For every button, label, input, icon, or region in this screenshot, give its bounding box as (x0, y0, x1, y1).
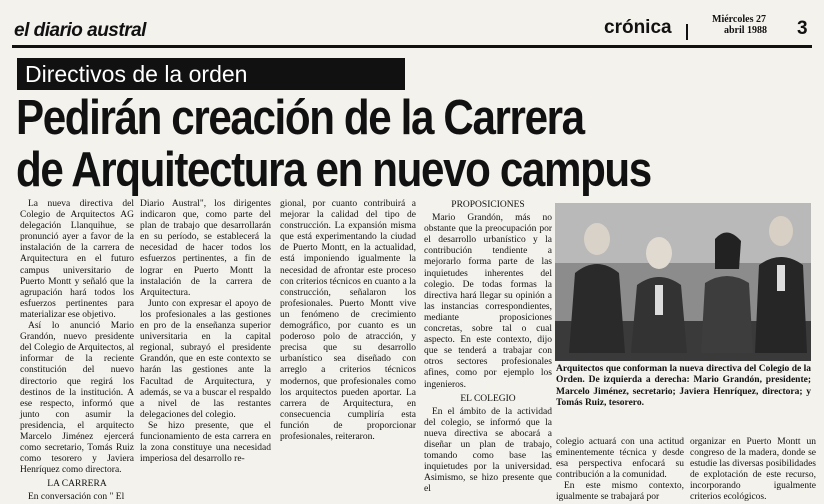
paragraph: Junto con expresar el apoyo de los profesionales a las gestiones en pro de la enseñanza superior universitaria en la capital regional, subrayó el presidente Grandón, que en este contexto se harán las gestiones ante la Facultad de Arquitectura, y además, se va a buscar el respaldo a nivel de las restantes delegaciones del colegio. (140, 298, 271, 420)
paragraph: En este mismo contexto, igualmente se trabajará por (556, 481, 684, 503)
article-column-5 (556, 437, 684, 503)
group-photo-illustration (555, 203, 811, 361)
paragraph: colegio actuará con una actitud eminentemente técnica y desde esa perspectiva enfocará su contribución a la comunidad. (556, 437, 684, 481)
masthead-rule (12, 45, 812, 48)
article-column-1 (20, 199, 134, 503)
photo-caption: Arquitectos que conforman la nueva directiva del Colegio de la Orden. De izquierda a derecha: Mario Grandón, presidente; Marcelo Jiménez, secretario; Javiera Henríquez, directora; y Tomás Ruiz, tesorero. (556, 364, 811, 408)
subheading-proposiciones: PROPOSICIONES (451, 200, 525, 210)
paragraph: Así lo anunció Mario Grandón, nuevo presidente del Colegio de Arquitectos, al informar de la reciente constitución del nuevo directorio que regirá los destinos de la institución. A ese respecto, informó que junto con asumir la presidencia, el arquitecto Marcelo Jiménez ejercerá como secretario, Tomás Ruiz como tesorero y Javiera Henríquez como directora. (20, 321, 134, 476)
paragraph: En el ámbito de la actividad del colegio, se informó que la nueva directiva se abocará a diseñar un plan de trabajo, tomando como base las inquietudes por la universidad. Asimismo, se hizo presente que el (424, 406, 552, 495)
paragraph: organizar en Puerto Montt un congreso de la madera, donde se estudie las diversas posibilidades de explotación de este recurso, incorporando igualmente criterios ecológicos. (690, 437, 816, 503)
paragraph: Mario Grandón, más no obstante que la preocupación por el desarrollo urbanístico y la contribución tendiente a mejorarlo forma parte de las inquietudes inherentes del colegio. De todas formas la directiva hará llegar su opinión a las instancias correspondientes, mediante proposiciones concretas, sobre tal o cual aspecto. En este contexto, dijo que se tenderá a trabajar con otros sectores profesionales afines, como por ejemplo los ingenieros. (424, 213, 552, 390)
headline-line-2: de Arquitectura en nuevo campus (16, 143, 651, 197)
group-photo (555, 203, 811, 361)
article-column-2 (140, 199, 271, 487)
newspaper-masthead: el diario austral (14, 20, 146, 41)
page-number: 3 (797, 18, 808, 39)
kicker-banner: Directivos de la orden (17, 58, 405, 90)
article-column-4 (424, 200, 552, 495)
subheading-la-carrera: LA CARRERA (47, 479, 107, 490)
paragraph: La nueva directiva del Colegio de Arquitectos AG delegación Llanquihue, se pronunció ayer a favor de la instalación de la carrera de Arquitectura en el futuro campus universitario de Puerto Montt y señaló que la agrupación hará todos los esfuerzos pertinentes para materializar ese objetivo. (20, 199, 134, 320)
paragraph: Se hizo presente, que el funcionamiento de esta carrera en la zona constituye una necesidad imperiosa del desarrollo re- (140, 420, 271, 465)
subheading-el-colegio: EL COLEGIO (460, 393, 516, 404)
section-name: crónica (604, 17, 672, 38)
paragraph: Diario Austral", los dirigentes indicaron que, como parte del plan de trabajo que desarrollarán en su período, se establecerá la necesidad de hacer todos los esfuerzos pertinentes, a fin de lograr en Puerto Montt la instalación de la carrera de Arquitectura. (140, 199, 271, 298)
section-divider (686, 24, 688, 40)
date-weekday: Miércoles 27 (712, 14, 766, 25)
paragraph: En conversación con " El (28, 492, 125, 503)
article-column-3 (280, 199, 416, 487)
paragraph: gional, por cuanto contribuirá a mejorar la calidad del tipo de construcción. La expansión misma que está experimentando la ciudad de Puerto Montt, en la actualidad, está imponiendo igualmente la necesidad de afrontar este proceso con criterios técnicos en cuanto a la construcción, señalaron los profesionales. Puerto Montt vive un fenómeno de crecimiento demográfico, por cuanto es un poderoso polo de atracción, y precisa que su desarrollo urbanístico sea diseñado con arreglo a criterios técnicos modernos, que profesionales como los arquitectos pueden aportar. La carrera de Arquitectura, en consecuencia cumpliría esta función de proporcionar profesionales, reiteraron. (280, 199, 416, 442)
headline-line-1: Pedirán creación de la Carrera (16, 91, 584, 145)
article-column-6 (690, 437, 816, 503)
date-month-year: abril 1988 (724, 25, 768, 36)
